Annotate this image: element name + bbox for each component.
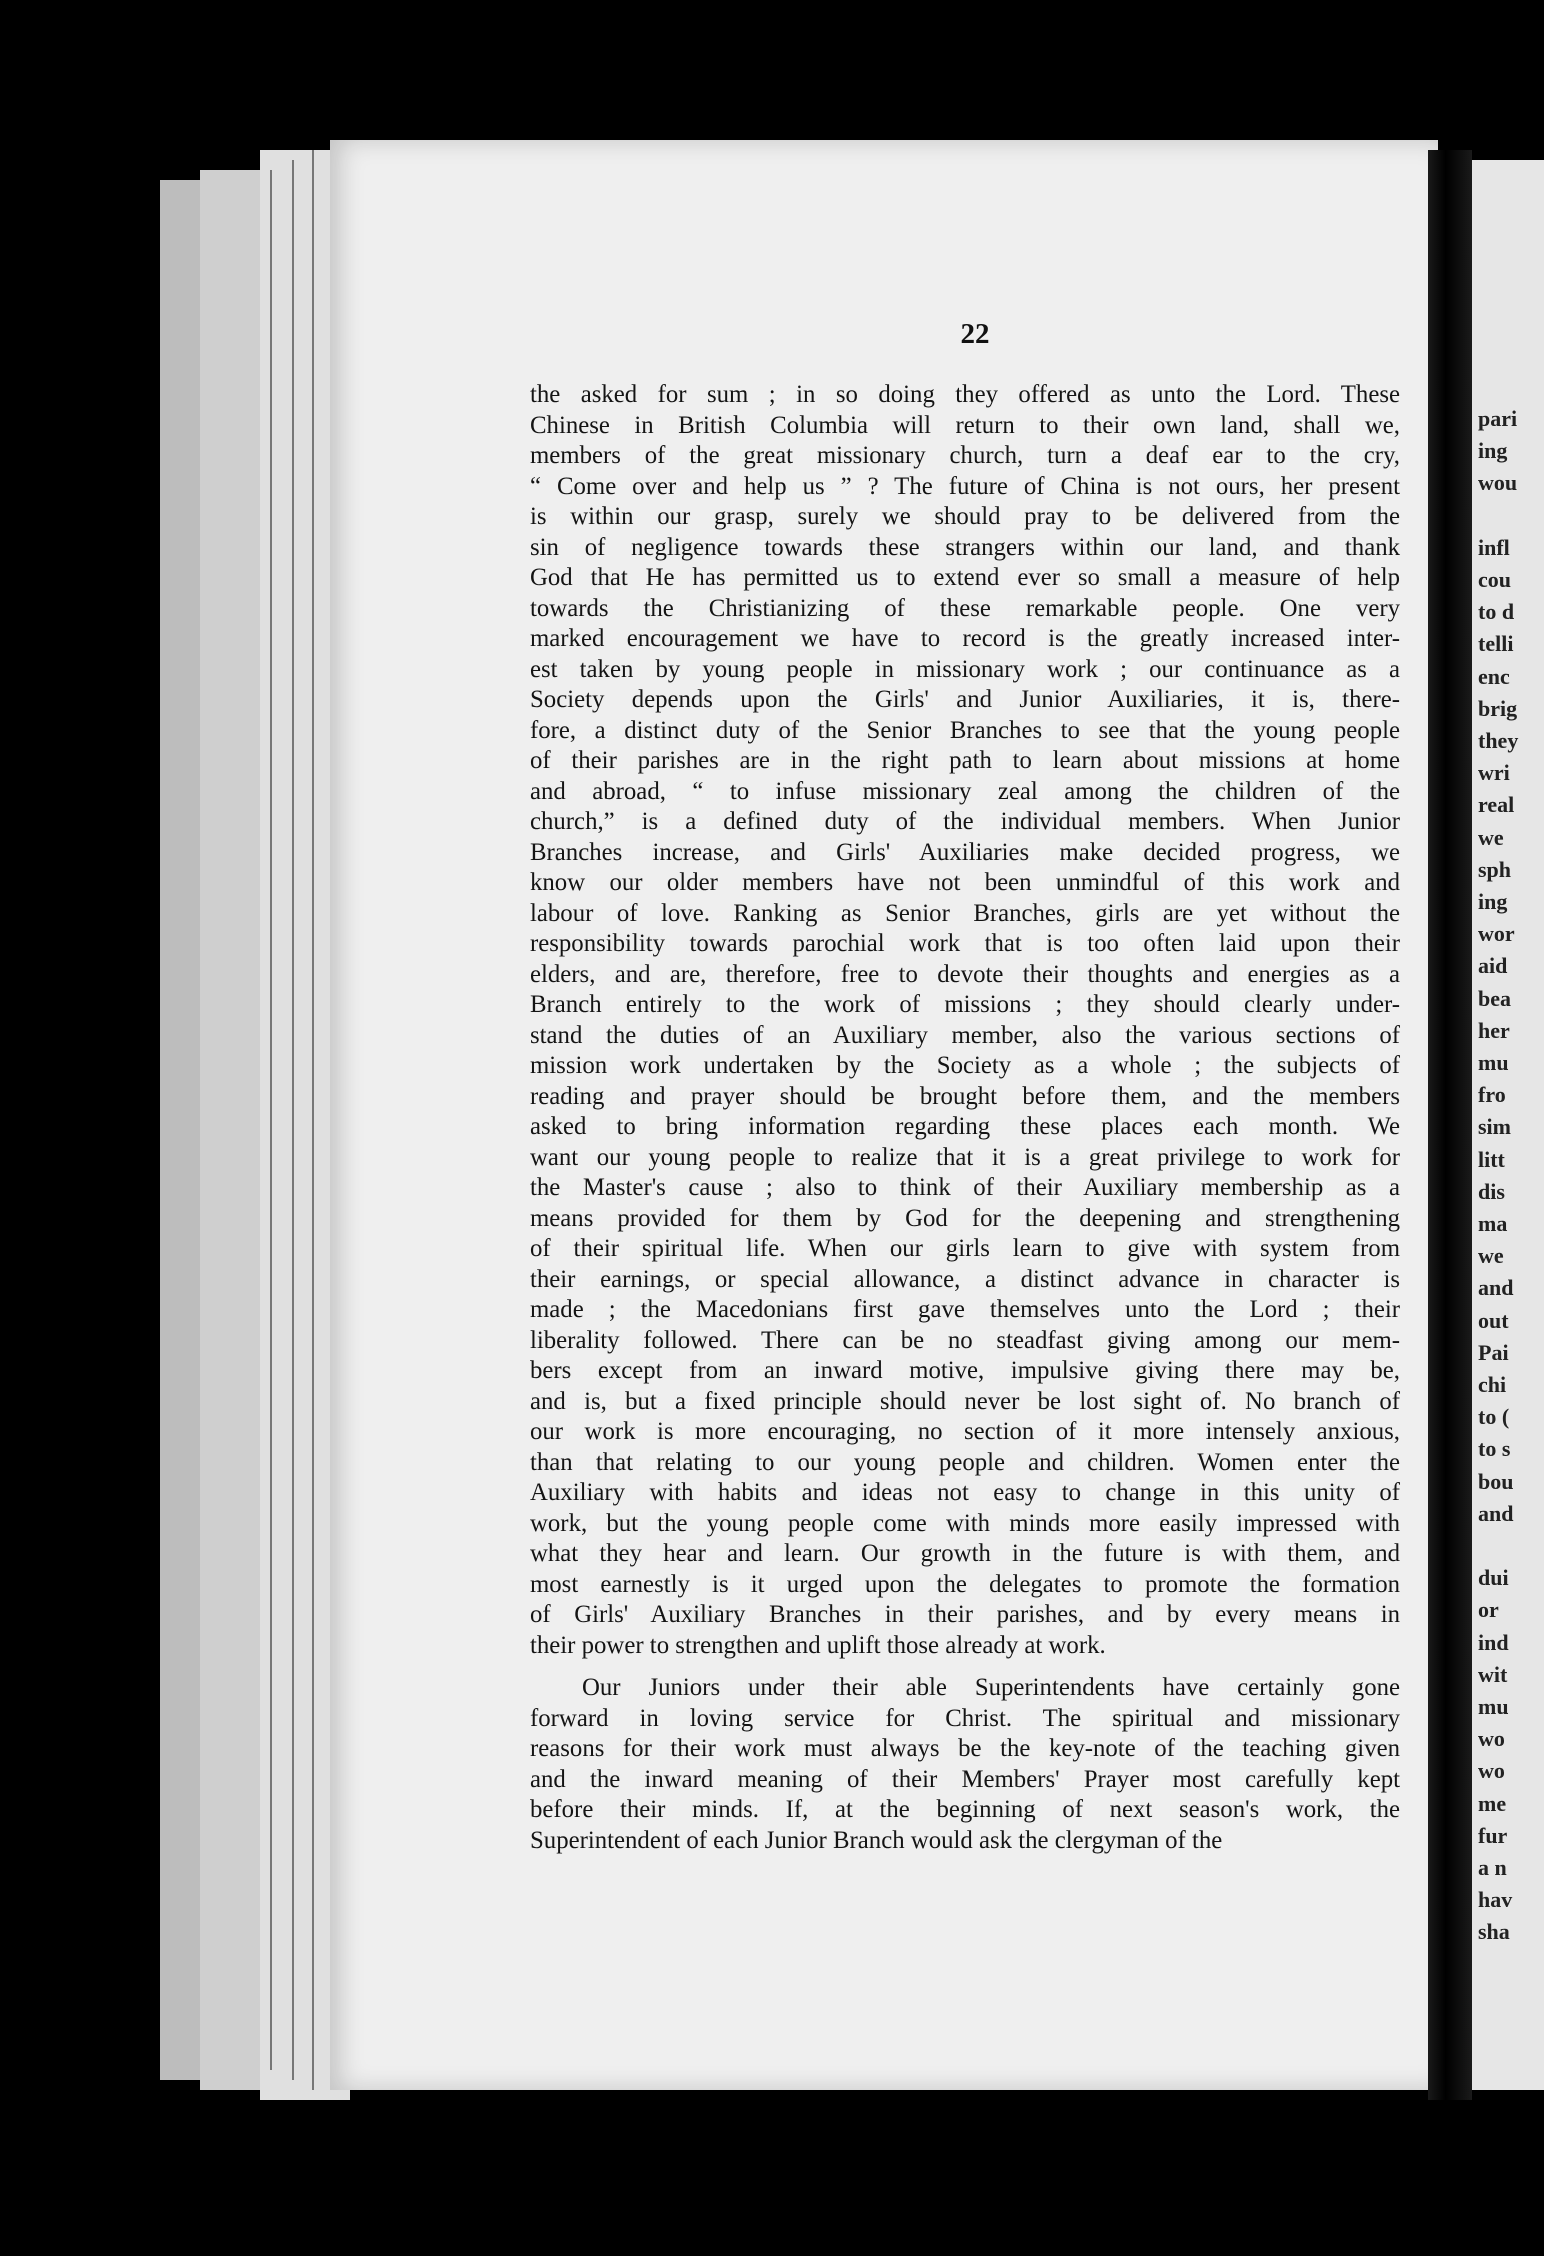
adjacent-page-fragment: wo (1478, 1758, 1505, 1784)
adjacent-page-fragment: to s (1478, 1436, 1511, 1462)
adjacent-page-fragment: Pai (1478, 1339, 1509, 1365)
page-edge-line (270, 170, 272, 2070)
adjacent-page-fragment: telli (1478, 631, 1514, 657)
adjacent-page-fragment: enc (1478, 663, 1510, 689)
adjacent-page-fragment: wor (1478, 921, 1515, 947)
page-edge-line (292, 160, 294, 2080)
text-line: reasons for their work must always be the key-note of the teaching given (530, 1735, 1400, 1762)
text-line: Our Juniors under their able Superintendents have certainly gone (582, 1674, 1400, 1701)
adjacent-page-fragment: out (1478, 1307, 1509, 1333)
page-edge-line (312, 150, 314, 2090)
text-line: reading and prayer should be brought before them, and the members (530, 1082, 1400, 1110)
text-line: est taken by young people in missionary work ; our continuance as a (530, 655, 1400, 683)
adjacent-page-fragment: bea (1478, 985, 1511, 1011)
text-line: towards the Christianizing of these remarkable people. One very (530, 594, 1400, 622)
adjacent-page-fragment: dui (1478, 1565, 1509, 1591)
adjacent-page-fragment: sha (1478, 1919, 1510, 1945)
text-line: of their parishes are in the right path to learn about missions at home (530, 747, 1400, 774)
paragraph (530, 1673, 1400, 1856)
text-line: marked encouragement we have to record is the greatly increased inter- (530, 625, 1400, 652)
text-line: Society depends upon the Girls' and Junior Auxiliaries, it is, there- (530, 686, 1400, 713)
adjacent-page-fragment: to d (1478, 599, 1515, 625)
adjacent-page-fragment: wri (1478, 760, 1510, 786)
text-line: forward in loving service for Christ. The spiritual and missionary (530, 1704, 1400, 1732)
text-line: liberality followed. There can be no steadfast giving among our mem- (530, 1326, 1400, 1354)
text-line: work, but the young people come with minds more easily impressed with (530, 1509, 1400, 1537)
adjacent-page-fragment: litt (1478, 1146, 1505, 1172)
text-line: than that relating to our young people and children. Women enter the (530, 1448, 1400, 1476)
adjacent-page-fragment: mu (1478, 1050, 1509, 1075)
text-line: means provided for them by God for the deepening and strengthening (530, 1204, 1400, 1232)
text-line: is within our grasp, surely we should pray to be delivered from the (530, 503, 1400, 530)
text-line: know our older members have not been unmindful of this work and (530, 869, 1400, 896)
adjacent-page-fragment: bou (1478, 1468, 1514, 1494)
text-line: the Master's cause ; also to think of their Auxiliary membership as a (530, 1174, 1400, 1201)
adjacent-page-fragment: cou (1478, 567, 1511, 592)
text-line: bers except from an inward motive, impulsive giving there may be, (530, 1357, 1400, 1384)
adjacent-page-fragment: they (1478, 728, 1519, 753)
text-line: members of the great missionary church, turn a deaf ear to the cry, (530, 442, 1400, 469)
text-line: our work is more encouraging, no section of it more intensely anxious, (530, 1418, 1400, 1445)
adjacent-page-edge (1472, 160, 1544, 2090)
adjacent-page-fragment: sph (1478, 856, 1512, 882)
adjacent-page-fragment: ind (1478, 1629, 1509, 1655)
adjacent-page-fragment: and (1478, 1500, 1514, 1526)
text-line: church,” is a defined duty of the individual members. When Junior (530, 808, 1400, 835)
text-line: fore, a distinct duty of the Senior Branches to see that the young people (530, 716, 1400, 744)
adjacent-page-fragment: sim (1478, 1114, 1511, 1140)
text-line: and is, but a fixed principle should never be lost sight of. No branch of (530, 1387, 1400, 1415)
text-line: God that He has permitted us to extend ever so small a measure of help (530, 564, 1400, 591)
text-line: elders, and are, therefore, free to devote their thoughts and energies as a (530, 960, 1400, 988)
text-line: and abroad, “ to infuse missionary zeal among the children of the (530, 777, 1400, 805)
text-line: mission work undertaken by the Society as a whole ; the subjects of (530, 1052, 1400, 1079)
text-line: the asked for sum ; in so doing they offered as unto the Lord. These (530, 381, 1400, 408)
adjacent-page-fragment: pari (1478, 406, 1518, 431)
adjacent-page-fragment: we (1478, 824, 1504, 850)
text-line: responsibility towards parochial work that is too often laid upon their (530, 930, 1400, 957)
adjacent-page-fragment: and (1478, 1275, 1514, 1301)
adjacent-page-fragment: dis (1478, 1178, 1505, 1204)
text-line: their power to strengthen and uplift those already at work. (530, 1631, 1106, 1659)
adjacent-page-fragment: me (1478, 1790, 1507, 1816)
page-body (530, 380, 1400, 1856)
book-gutter (1428, 150, 1472, 2100)
text-line: “ Come over and help us ” ? The future of China is not ours, her present (530, 472, 1400, 500)
paragraph (530, 380, 1400, 1661)
adjacent-page-fragment: or (1478, 1597, 1499, 1623)
text-line: Chinese in British Columbia will return to their own land, shall we, (530, 411, 1400, 439)
text-line: and the inward meaning of their Members' Prayer most carefully kept (530, 1765, 1400, 1793)
adjacent-page-fragment: fro (1478, 1082, 1506, 1108)
adjacent-page-fragment: hav (1478, 1887, 1513, 1913)
adjacent-page-fragment: real (1478, 792, 1515, 818)
text-line: their earnings, or special allowance, a distinct advance in character is (530, 1265, 1400, 1293)
adjacent-page-fragment: to ( (1478, 1404, 1510, 1430)
adjacent-page-fragment: ma (1478, 1211, 1508, 1236)
text-line: before their minds. If, at the beginning of next season's work, the (530, 1796, 1400, 1823)
adjacent-page-fragment: ing (1478, 889, 1508, 914)
text-line: most earnestly is it urged upon the delegates to promote the formation (530, 1570, 1400, 1598)
text-line: made ; the Macedonians first gave themselves unto the Lord ; their (530, 1296, 1400, 1323)
text-line: labour of love. Ranking as Senior Branches, girls are yet without the (530, 899, 1400, 927)
adjacent-page-fragment: brig (1478, 695, 1518, 721)
text-line: Superintendent of each Junior Branch would ask the clergyman of the (530, 1826, 1223, 1854)
adjacent-page-fragment: a n (1478, 1855, 1507, 1880)
text-line: sin of negligence towards these strangers within our land, and thank (530, 533, 1400, 561)
adjacent-page-fragment: wou (1478, 470, 1518, 496)
text-line: Auxiliary with habits and ideas not easy to change in this unity of (530, 1479, 1400, 1506)
text-line: asked to bring information regarding these places each month. We (530, 1113, 1400, 1140)
adjacent-page-fragment: we (1478, 1243, 1504, 1269)
text-line: of Girls' Auxiliary Branches in their parishes, and by every means in (530, 1601, 1400, 1628)
adjacent-page-fragment: her (1478, 1017, 1510, 1043)
adjacent-page-fragment: ing (1478, 438, 1508, 464)
adjacent-page-fragment: infl (1478, 534, 1510, 560)
adjacent-page-fragment: chi (1478, 1372, 1507, 1397)
text-line: Branch entirely to the work of missions ; they should clearly under- (530, 991, 1400, 1018)
adjacent-page-fragment: mu (1478, 1694, 1509, 1719)
adjacent-page-fragment: aid (1478, 953, 1508, 979)
page-number: 22 (960, 318, 990, 350)
text-line: stand the duties of an Auxiliary member, also the various sections of (530, 1021, 1400, 1049)
text-line: Branches increase, and Girls' Auxiliaries make decided progress, we (530, 838, 1400, 866)
text-line: want our young people to realize that it is a great privilege to work for (530, 1143, 1400, 1171)
adjacent-page-fragment: wo (1478, 1726, 1505, 1752)
adjacent-page-fragment: wit (1478, 1661, 1508, 1687)
adjacent-page-fragment: fur (1478, 1822, 1508, 1848)
text-line: what they hear and learn. Our growth in the future is with them, and (530, 1540, 1400, 1567)
text-line: of their spiritual life. When our girls learn to give with system from (530, 1235, 1400, 1262)
